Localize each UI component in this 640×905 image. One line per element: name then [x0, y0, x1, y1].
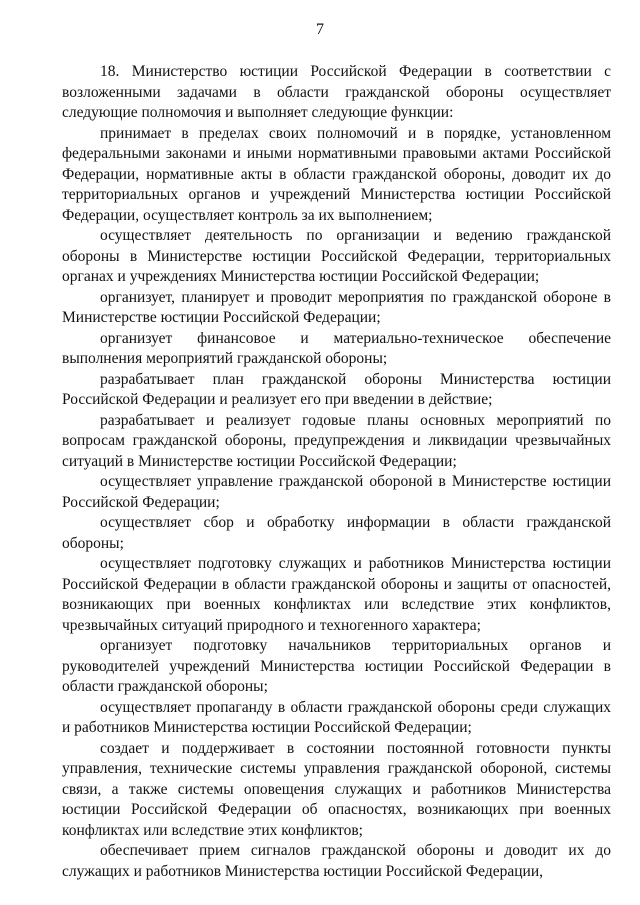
paragraph-information: осуществляет сбор и обработку информации в области гражданской обороны; [62, 514, 611, 552]
document-body [62, 62, 611, 882]
page-number: 7 [316, 21, 324, 38]
paragraph-planning: организует, планирует и проводит мероприятия по гражданской обороне в Министерстве юстиции Российской Федерации; [62, 288, 611, 326]
paragraph-signals: обеспечивает прием сигналов гражданской обороны и доводит их до служащих и работников Министерства юстиции Российской Федерации, [62, 842, 611, 880]
paragraph-management: осуществляет управление гражданской обороной в Министерстве юстиции Российской Федерации; [62, 473, 611, 511]
paragraph-control-systems: создает и поддерживает в состоянии постоянной готовности пункты управления, технические системы управления гражданской обороной, системы связи, а также системы оповещения служащих и работников Министерства юстиции Российской Федерации об опасностях, возникающих при военных конфликтах или вследствие этих конфликтов; [62, 739, 611, 839]
paragraph-propaganda: осуществляет пропаганду в области гражданской обороны среди служащих и работников Министерства юстиции Российской Федерации; [62, 698, 611, 736]
paragraph-annual-plans: разрабатывает и реализует годовые планы основных мероприятий по вопросам гражданской обороны, предупреждения и ликвидации чрезвычайных ситуаций в Министерстве юстиции Российской Федерации; [62, 411, 611, 470]
paragraph-financing: организует финансовое и материально-техническое обеспечение выполнения мероприятий гражданской обороны; [62, 329, 611, 367]
paragraph-normative-acts: принимает в пределах своих полномочий и в порядке, установленном федеральными законами и иными нормативными правовыми актами Российской Федерации, нормативные акты в области гражданской обороны, доводит их до территориальных органов и учреждений Министерства юстиции Российской Федерации, осуществляет контроль за их выполнением; [62, 124, 611, 224]
paragraph-heads-training: организует подготовку начальников территориальных органов и руководителей учреждений Министерства юстиции Российской Федерации в области гражданской обороны; [62, 637, 611, 695]
paragraph-civil-defense-plan: разрабатывает план гражданской обороны Министерства юстиции Российской Федерации и реализует его при введении в действие; [62, 370, 611, 408]
paragraph-organization: осуществляет деятельность по организации и ведению гражданской обороны в Министерстве юстиции Российской Федерации, территориальных органах и учреждениях Министерства юстиции Российской Федерации; [62, 227, 611, 285]
paragraph-training: осуществляет подготовку служащих и работников Министерства юстиции Российской Федерации в области гражданской обороны и защиты от опасностей, возникающих при военных конфликтах или вследствие этих конфликтов, чрезвычайных ситуаций природного и техногенного характера; [62, 555, 611, 634]
paragraph-item-18: 18. Министерство юстиции Российской Федерации в соответствии с возложенными задачами в области гражданской обороны осуществляет следующие полномочия и выполняет следующие функции: [62, 63, 611, 121]
